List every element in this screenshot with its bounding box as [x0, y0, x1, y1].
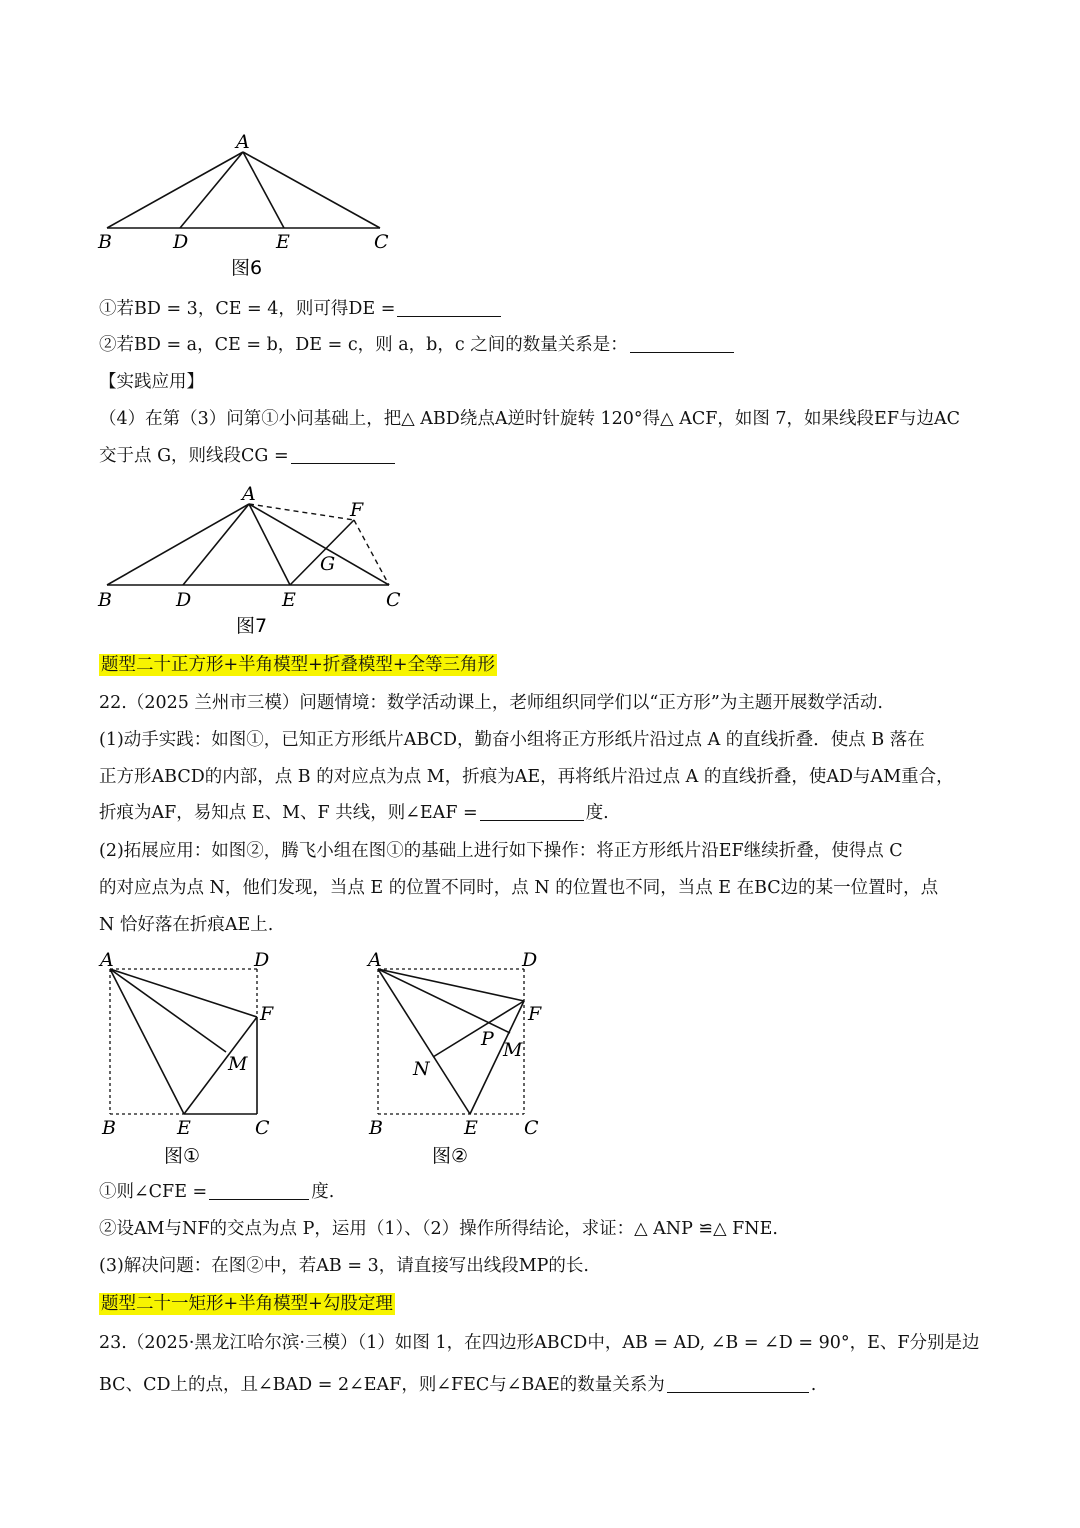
q22-line-4-unit: 度.	[585, 803, 609, 823]
fig2-label-D: D	[522, 949, 538, 971]
q4-line-2-text: 交于点 G，则线段CG =	[99, 446, 289, 466]
fig2-label-B: B	[369, 1117, 383, 1139]
fig6-label-A: A	[236, 131, 250, 153]
fig1-label-D: D	[254, 949, 270, 971]
q3-item-2-text: ②若BD = a，CE = b，DE = c，则 a，b，c 之间的数量关系是：	[99, 335, 628, 355]
answer-blank-fec-bae[interactable]	[667, 1392, 809, 1393]
q23-line-1: 23.（2025·黑龙江哈尔滨·三模）（1）如图 1，在四边形ABCD中，AB = AD, ∠B = ∠D = 90°，E、F分别是边	[99, 1333, 980, 1353]
fig7-label-A: A	[242, 483, 256, 505]
fig6-label-B: B	[98, 231, 112, 253]
fig6-label-C: C	[374, 231, 389, 253]
section-21-highlight: 题型二十一矩形+半角模型+勾股定理	[101, 1294, 393, 1314]
fig2-label-F: F	[528, 1003, 542, 1025]
answer-blank-cfe[interactable]	[209, 1199, 309, 1200]
q4-line-1: （4）在第（3）问第①小问基础上，把△ ABD绕点A逆时针旋转 120°得△ ACF，如图 7，如果线段EF与边AC	[99, 409, 961, 429]
q22-line-3: 正方形ABCD的内部，点 B 的对应点为点 M，折痕为AE，再将纸片沿过点 A 的直线折叠，使AD与AM重合，	[99, 767, 954, 787]
q22-line-1: 22.（2025 兰州市三模）问题情境：数学活动课上，老师组织同学们以“正方形”为主题开展数学活动.	[99, 693, 883, 713]
fig7-caption: 图7	[236, 615, 268, 637]
q22-line-7: N 恰好落在折痕AE上.	[99, 915, 274, 935]
fig2-label-E: E	[464, 1117, 478, 1139]
fig7-label-F: F	[350, 499, 364, 521]
fig1-label-F: F	[260, 1003, 274, 1025]
fig1-caption: 图①	[164, 1145, 201, 1167]
fig2-label-P: P	[481, 1028, 494, 1050]
fig2-label-N: N	[413, 1058, 430, 1080]
q3-item-1-text: ①若BD = 3，CE = 4，则可得DE =	[99, 299, 396, 319]
fig2-label-M: M	[503, 1039, 523, 1061]
fig6-caption: 图6	[231, 257, 263, 279]
fig7-label-C: C	[386, 589, 401, 611]
q22-line-6: 的对应点为点 N，他们发现，当点 E 的位置不同时，点 N 的位置也不同，当点 E 在BC边的某一位置时，点	[99, 878, 939, 898]
fig6-label-D: D	[173, 231, 189, 253]
fig1-label-A: A	[100, 949, 114, 971]
q22-sub-2: ②设AM与NF的交点为点 P，运用（1）、（2）操作所得结论，求证：△ ANP ≌△ FNE.	[99, 1219, 778, 1239]
fig7-label-E: E	[282, 589, 296, 611]
q23-line-2-text: BC、CD上的点，且∠BAD = 2∠EAF，则∠FEC与∠BAE的数量关系为	[99, 1375, 665, 1395]
q22-sub-1-text: ①则∠CFE =	[99, 1182, 208, 1202]
q22-line-2: (1)动手实践：如图①，已知正方形纸片ABCD，勤奋小组将正方形纸片沿过点 A 的直线折叠．使点 B 落在	[99, 730, 925, 750]
fig1-label-B: B	[102, 1117, 116, 1139]
fig2-label-A: A	[368, 949, 382, 971]
q22-sub-3: (3)解决问题：在图②中，若AB = 3，请直接写出线段MP的长.	[99, 1256, 589, 1276]
fig6-label-E: E	[276, 231, 290, 253]
fig7-label-D: D	[176, 589, 192, 611]
section-21-title	[99, 1291, 395, 1317]
q22-line-4-text: 折痕为AF，易知点 E、M、F 共线，则∠EAF =	[99, 803, 478, 823]
fig2-segment-AF	[378, 969, 524, 1001]
fig2-label-C: C	[524, 1117, 539, 1139]
q23-line-2	[99, 1372, 816, 1398]
section-20-highlight: 题型二十正方形+半角模型+折叠模型+全等三角形	[101, 655, 495, 675]
fig1-label-M: M	[228, 1053, 248, 1075]
fig7-label-G: G	[320, 553, 336, 575]
q22-sub-1	[99, 1179, 334, 1205]
fig7-label-B: B	[98, 589, 112, 611]
q23-line-2-end: .	[810, 1375, 817, 1395]
practice-heading: 【实践应用】	[99, 372, 204, 392]
fig1-label-E: E	[177, 1117, 191, 1139]
fig2-caption: 图②	[432, 1145, 469, 1167]
fig1-label-C: C	[255, 1117, 270, 1139]
q22-line-5: (2)拓展应用：如图②，腾飞小组在图①的基础上进行如下操作：将正方形纸片沿EF继续折叠，使得点 C	[99, 841, 903, 861]
q22-sub-1-unit: 度.	[311, 1182, 335, 1202]
